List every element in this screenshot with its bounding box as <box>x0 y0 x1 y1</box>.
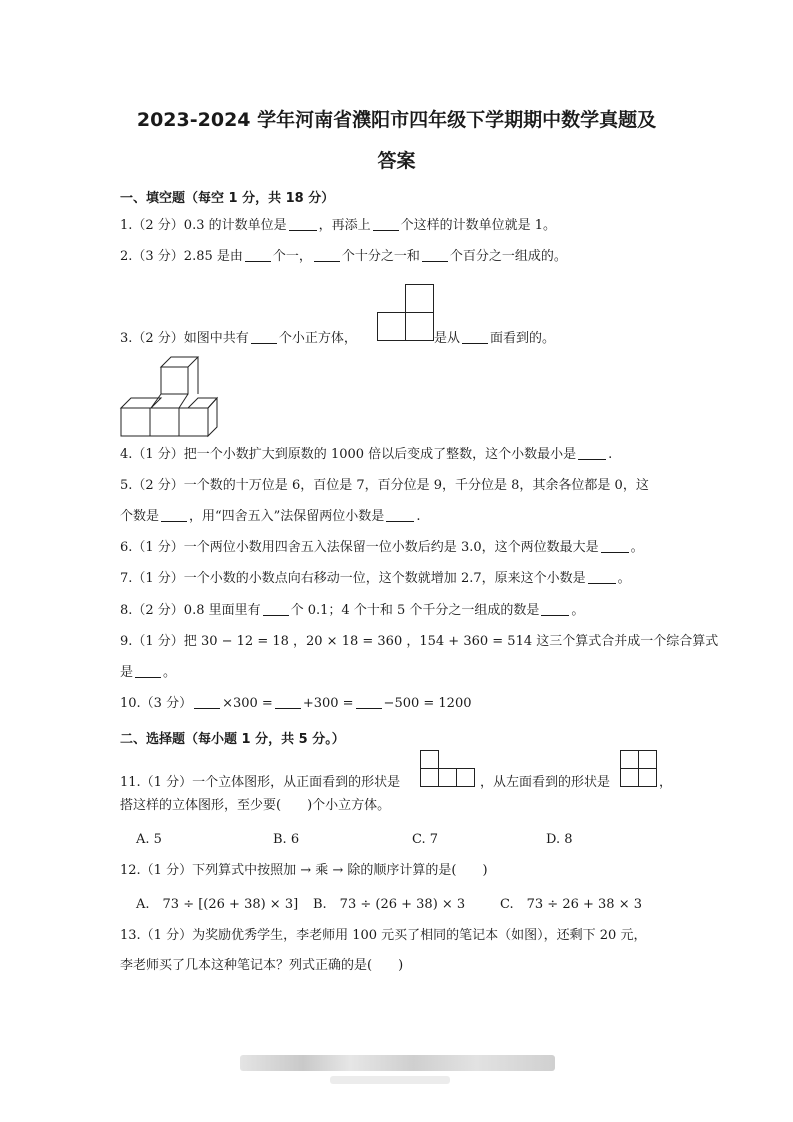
answer-blank <box>422 248 448 262</box>
answer-blank <box>263 602 289 616</box>
q11-option-b: B. 6 <box>273 832 300 847</box>
cube-stack-figure <box>120 356 220 440</box>
question-11-part-3: ， <box>659 775 673 790</box>
answer-blank <box>578 446 606 460</box>
q11-option-a: A. 5 <box>136 832 162 847</box>
q12-option-b: B. 73 ÷ (26 + 38) × 3 <box>313 897 466 912</box>
answer-blank <box>251 330 277 344</box>
blurred-footer <box>240 1055 555 1071</box>
page-title-line-2: 答案 <box>377 150 416 172</box>
question-5-line-1: 5.（2 分）一个数的十万位是 6，百位是 7，百分位是 9，千分位是 8，其余各位都是 0，这 <box>120 478 649 493</box>
answer-blank <box>373 217 399 231</box>
q11-option-d: D. 8 <box>546 832 573 847</box>
question-3-part-1: 3.（2 分）如图中共有 个小正方体， <box>120 331 357 346</box>
section-2-heading: 二、选择题（每小题 1 分，共 5 分。） <box>120 732 345 747</box>
answer-blank <box>161 508 187 522</box>
blurred-footer-sub <box>330 1076 450 1084</box>
q12-option-a: A. 73 ÷ [(26 + 38) × 3] <box>136 897 299 912</box>
question-9-line-1: 9.（1 分）把 30 − 12 = 18 ，20 × 18 = 360 ，154 + 360 = 514 这三个算式合并成一个综合算式 <box>120 634 719 649</box>
answer-blank <box>601 539 629 553</box>
answer-blank <box>541 602 569 616</box>
answer-blank <box>289 217 317 231</box>
answer-blank <box>135 664 161 678</box>
question-6: 6.（1 分）一个两位小数用四舍五入法保留一位小数后约是 3.0，这个两位数最大是 。 <box>120 540 644 555</box>
question-11-line-2: 搭这样的立体图形，至少要( )个小立方体。 <box>120 798 391 813</box>
question-4: 4.（1 分）把一个小数扩大到原数的 1000 倍以后变成了整数，这个小数最小是 . <box>120 447 613 462</box>
question-3-part-2: 是从 面看到的。 <box>434 331 556 346</box>
question-11-part-2: ，从左面看到的形状是 <box>480 775 611 790</box>
q11-option-c: C. 7 <box>412 832 439 847</box>
answer-blank <box>194 695 220 709</box>
left-view-figure <box>620 750 660 788</box>
answer-blank <box>462 330 488 344</box>
question-7: 7.（1 分）一个小数的小数点向右移动一位，这个数就增加 2.7，原来这个小数是 。 <box>120 571 631 586</box>
answer-blank <box>356 695 382 709</box>
section-1-heading: 一、填空题（每空 1 分，共 18 分） <box>120 191 335 206</box>
answer-blank <box>245 248 271 262</box>
question-9-line-2: 是 。 <box>120 665 177 680</box>
question-5-line-2: 个数是 ，用“四舍五入”法保留两位小数是 . <box>120 509 421 524</box>
question-2: 2.（3 分）2.85 是由 个一， 个十分之一和 个百分之一组成的。 <box>120 249 567 264</box>
page-title-line-1: 2023-2024 学年河南省濮阳市四年级下学期期中数学真题及 <box>136 109 657 131</box>
q12-option-c: C. 73 ÷ 26 + 38 × 3 <box>500 897 642 912</box>
front-view-figure <box>420 750 478 788</box>
question-13-line-2: 李老师买了几本这种笔记本？列式正确的是( ) <box>120 958 404 973</box>
question-1: 1.（2 分）0.3 的计数单位是 ，再添上 个这样的计数单位就是 1。 <box>120 218 557 233</box>
view-shape-figure <box>377 283 435 341</box>
answer-blank <box>386 508 414 522</box>
answer-blank <box>314 248 340 262</box>
answer-blank <box>588 570 616 584</box>
question-12: 12.（1 分）下列算式中按照加 → 乘 → 除的顺序计算的是( ) <box>120 863 488 878</box>
answer-blank <box>275 695 301 709</box>
question-13-line-1: 13.（1 分）为奖励优秀学生，李老师用 100 元买了相同的笔记本（如图），还剩下 20 元， <box>120 928 647 943</box>
question-10: 10.（3 分） ×300 = +300 = −500 = 1200 <box>120 696 472 711</box>
question-11-part-1: 11.（1 分）一个立体图形，从正面看到的形状是 <box>120 775 401 790</box>
question-8: 8.（2 分）0.8 里面里有 个 0.1；4 个十和 5 个千分之一组成的数是 。 <box>120 603 585 618</box>
